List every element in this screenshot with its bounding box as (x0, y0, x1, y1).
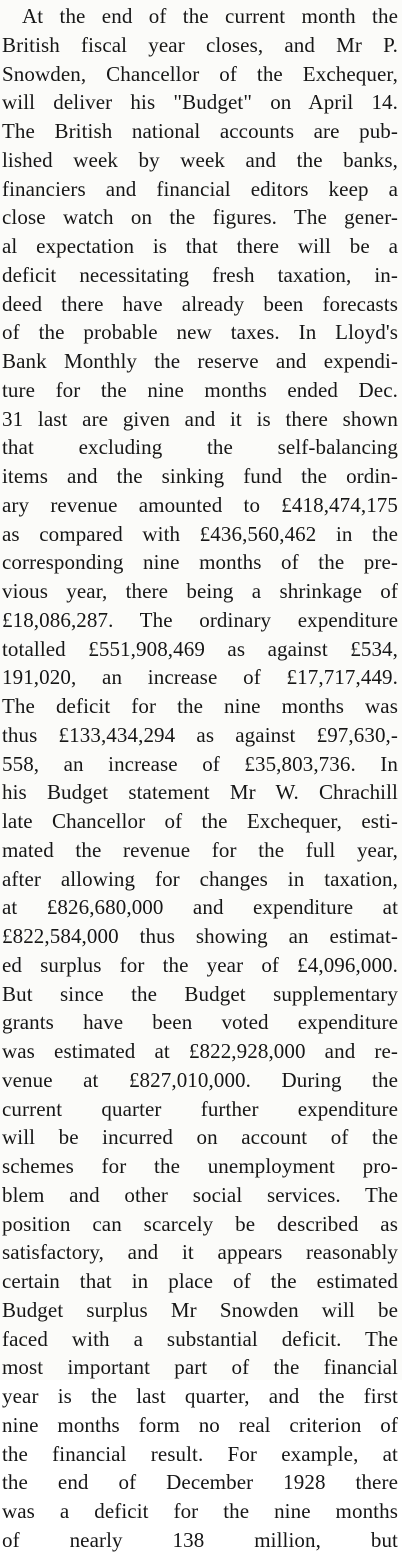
article-line: ture for the nine months ended Dec. (2, 377, 398, 402)
article-line: was estimated at £822,928,000 and re- (2, 1039, 398, 1063)
article-line: corresponding nine months of the pre- (2, 550, 398, 575)
article-line: satisfactory, and it appears reasonably (2, 1240, 398, 1265)
article-line: thus £133,434,294 as against £97,630,- (2, 722, 398, 747)
article-line: position can scarcely be described as (2, 1211, 398, 1236)
article-line: will be incurred on account of the (2, 1125, 398, 1150)
article-line: Budget surplus Mr Snowden will be (2, 1297, 398, 1322)
article-line: late Chancellor of the Exchequer, esti- (2, 809, 398, 833)
article-line: after allowing for changes in taxation, (2, 866, 398, 891)
article-line: current quarter further expenditure (2, 1096, 398, 1121)
article-line: al expectation is that there will be a (2, 234, 398, 258)
article-line: Bank Monthly the reserve and expendi- (2, 349, 398, 373)
article-line: schemes for the unemployment pro- (2, 1154, 398, 1178)
article-line: The British national accounts are pub- (2, 119, 398, 143)
article-line: grants have been voted expenditure (2, 1010, 398, 1035)
article-line: as compared with £436,560,462 in the (2, 521, 398, 546)
article-line: close watch on the figures. The gener- (2, 205, 398, 230)
article-line: certain that in place of the estimated (2, 1269, 398, 1293)
article-line: the end of December 1928 there (2, 1470, 398, 1495)
article-line: 31 last are given and it is there shown (2, 406, 398, 431)
article-line: deficit necessitating fresh taxation, in- (2, 262, 398, 287)
article-line: £18,086,287. The ordinary expenditure (2, 607, 398, 632)
article-line: items and the sinking fund the ordin- (2, 464, 398, 488)
article-line: vious year, there being a shrinkage of (2, 579, 398, 603)
article-line: was a deficit for the nine months (2, 1499, 398, 1523)
article-line: most important part of the financial (2, 1355, 398, 1380)
article-line: of the probable new taxes. In Lloyd's (2, 320, 398, 345)
article-line: £822,584,000 thus showing an estimat- (2, 924, 398, 948)
article-line: that excluding the self-balancing (2, 435, 398, 460)
article-line: But since the Budget supplementary (2, 981, 398, 1006)
article-line: 191,020, an increase of £17,717,449. (2, 665, 398, 690)
article-line: lished week by week and the banks, (2, 147, 398, 172)
article-line: of nearly 138 million, but (2, 1527, 398, 1552)
article-line: totalled £551,908,469 as against £534, (2, 636, 398, 661)
article-line: year is the last quarter, and the first (2, 1384, 398, 1408)
article-line: 558, an increase of £35,803,736. In (2, 751, 398, 776)
article-line: deed there have already been forecasts (2, 291, 398, 316)
article-line: will deliver his "Budget" on April 14. (2, 90, 398, 115)
article-line: ed surplus for the year of £4,096,000. (2, 952, 398, 977)
article-line: British fiscal year closes, and Mr P. (2, 32, 398, 57)
article-line: ary revenue amounted to £418,474,175 (2, 492, 398, 517)
article-line: nine months form no real criterion of (2, 1412, 398, 1437)
article-line: faced with a substantial deficit. The (2, 1326, 398, 1351)
article-line: financiers and financial editors keep a (2, 176, 398, 201)
article-line: the financial result. For example, at (2, 1441, 398, 1466)
article-line: his Budget statement Mr W. Chrachill (2, 780, 398, 805)
article-line: Snowden, Chancellor of the Exchequer, (2, 61, 398, 86)
article-line: The deficit for the nine months was (2, 694, 398, 718)
article-line: venue at £827,010,000. During the (2, 1067, 398, 1092)
article-line: At the end of the current month the (22, 4, 398, 28)
article-line: at £826,680,000 and expenditure at (2, 895, 398, 920)
article-line: mated the revenue for the full year, (2, 837, 398, 862)
article-column (2, 2, 398, 1555)
article-line: blem and other social services. The (2, 1182, 398, 1207)
